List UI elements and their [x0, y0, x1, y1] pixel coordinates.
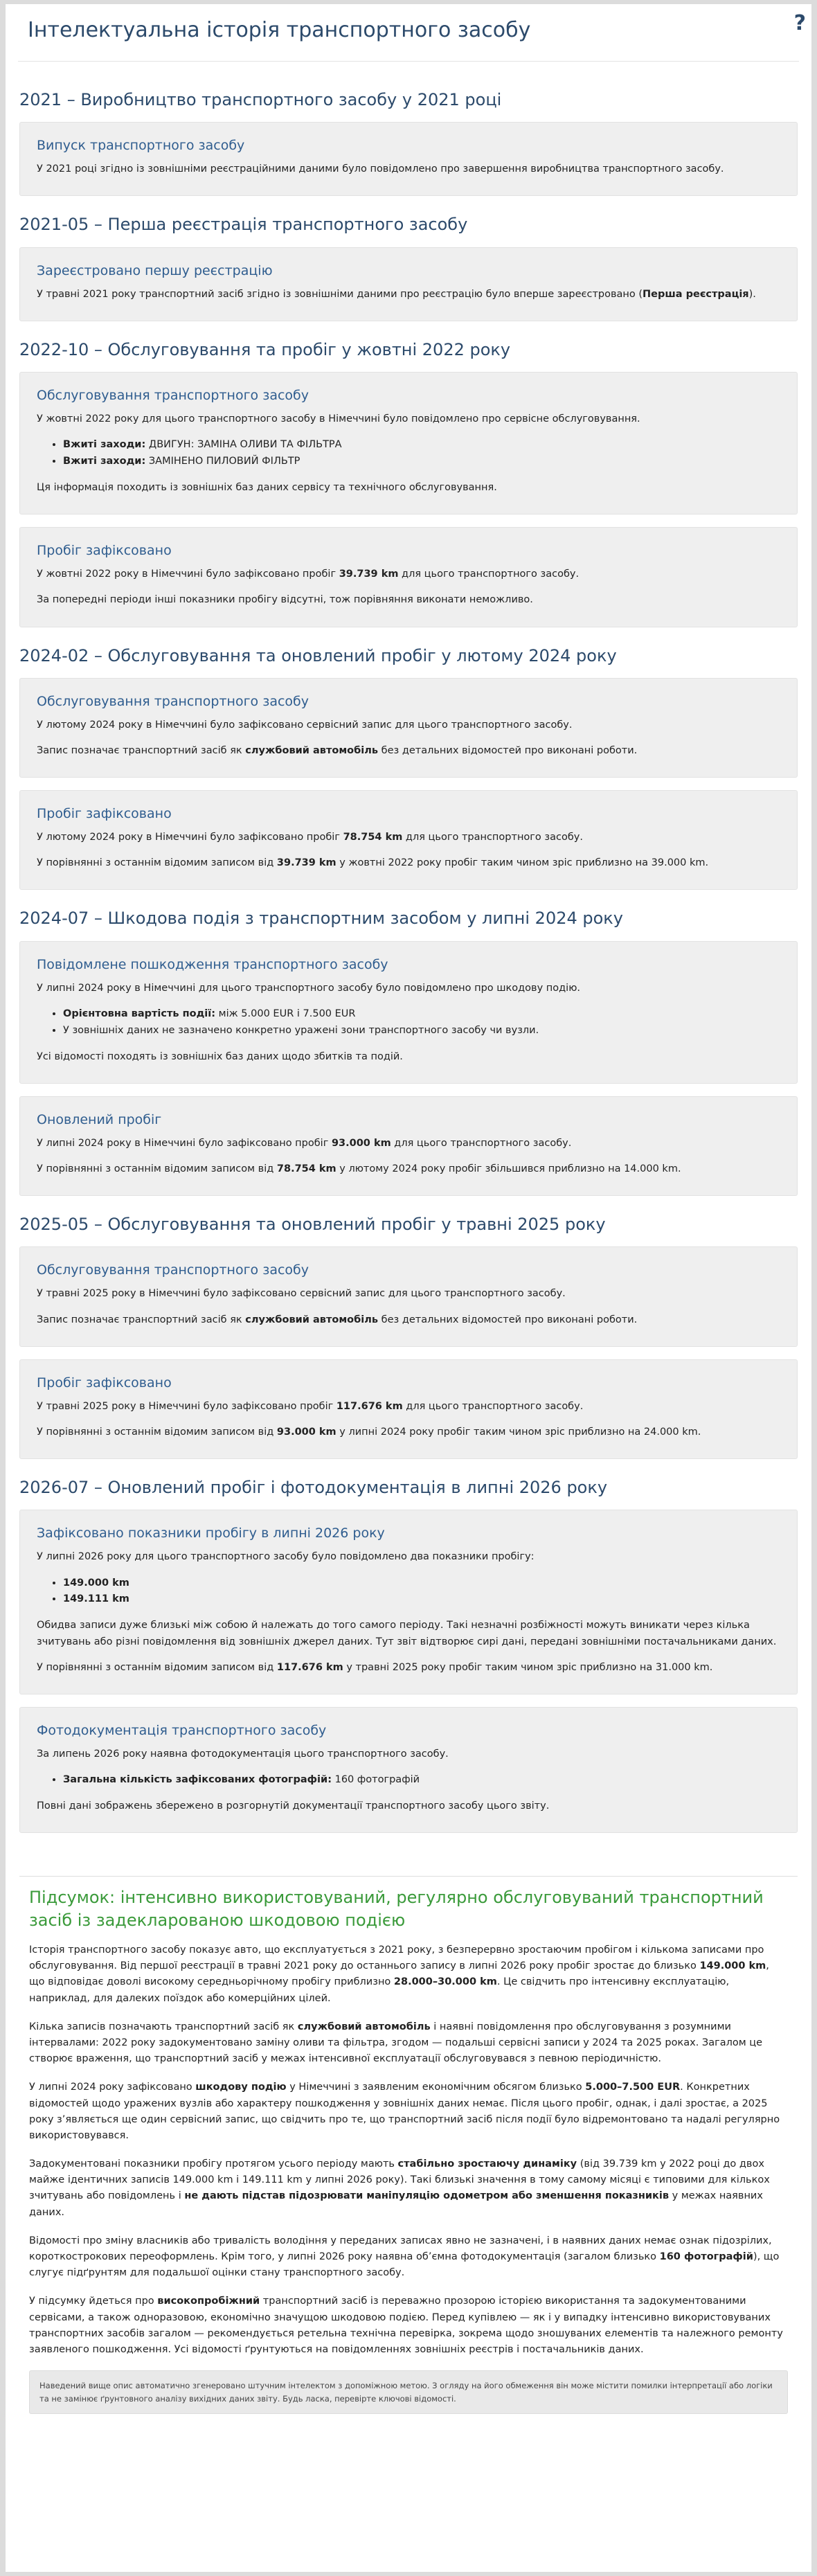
bold-text: 160 фотографій: [659, 2251, 753, 2263]
bold-text: 78.754 km: [276, 1163, 336, 1175]
text-span: У лютому 2024 року в Німеччині було зафіксовано пробіг: [37, 832, 343, 843]
card-paragraph: [37, 1746, 780, 1762]
text-span: За липень 2026 року наявна фотодокументація цього транспортного засобу.: [37, 1748, 449, 1760]
text-span: У 2021 році згідно із зовнішніми реєстраційними даними було повідомлено про завершення виробництва транспортного засобу.: [37, 163, 724, 175]
text-span: (від 39.739 km у 2022 році до двох майже ідентичних записів 149.000 km і 149.111 km у липні 2026 року). Такі близькі значення в тому самому місяці є типовими для кількох зчитувань або повідомлень і: [29, 2158, 770, 2202]
card-paragraph: [37, 1549, 780, 1565]
text-span: У лютому 2024 року в Німеччині було зафіксовано сервісний запис для цього транспортного засобу.: [37, 719, 573, 731]
card-paragraph: [37, 480, 780, 496]
text-span: У зовнішніх даних не зазначено конкретно уражені зони транспортного засобу чи вузли.: [63, 1024, 539, 1036]
card-title: Повідомлене пошкодження транспортного засобу: [37, 956, 388, 972]
text-span: У липні 2024 року зафіксовано: [29, 2082, 196, 2093]
text-span: Задокументовані показники пробігу протягом усього періоду мають: [29, 2158, 398, 2170]
card-paragraph: [37, 161, 780, 177]
card-paragraph: [37, 411, 780, 427]
detail-list: [37, 1006, 780, 1039]
event-card: [19, 1096, 798, 1196]
section-title: 2024-02 – Обслуговування та оновлений пробіг у лютому 2024 року: [19, 645, 617, 665]
text-span: Кілька записів позначають транспортний засіб як: [29, 2021, 298, 2032]
event-card: [19, 1510, 798, 1694]
section-title: 2025-05 – Обслуговування та оновлений пробіг у травні 2025 року: [19, 1215, 606, 1235]
bold-text: 28.000–30.000 km: [393, 1976, 497, 1988]
text-span: для цього транспортного засобу.: [402, 832, 583, 843]
card-title: Обслуговування транспортного засобу: [37, 387, 309, 403]
text-span: у лютому 2024 року пробіг збільшився приблизно на 14.000 km.: [336, 1163, 681, 1175]
bold-text: службовий автомобіль: [297, 2021, 431, 2032]
card-paragraph: [37, 1798, 780, 1814]
list-item: [63, 454, 780, 470]
bold-text: 39.739 km: [276, 857, 336, 869]
text-span: У травні 2021 року транспортний засіб згідно із зовнішніми даними про реєстрацію було вперше зареєстровано (: [37, 288, 643, 300]
event-card: [19, 1359, 798, 1459]
list-item: [63, 1772, 780, 1789]
card-title: Зафіксовано показники пробігу в липні 2026 року: [37, 1526, 385, 1541]
summary-paragraph: [29, 2233, 788, 2282]
help-icon[interactable]: ?: [793, 11, 806, 35]
text-span: Запис позначає транспортний засіб як: [37, 744, 246, 756]
section-title: 2021-05 – Перша реєстрація транспортного засобу: [19, 215, 468, 235]
list-item: [63, 437, 780, 454]
card-title: Зареєстровано першу реєстрацію: [37, 262, 273, 278]
text-span: У жовтні 2022 року в Німеччині було зафіксовано пробіг: [37, 569, 339, 580]
event-card: [19, 527, 798, 627]
section-title: 2021 – Виробництво транспортного засобу у 2021 році: [19, 90, 502, 109]
bold-text: стабільно зростаючу динаміку: [397, 2158, 577, 2170]
summary-paragraph: [29, 2019, 788, 2068]
text-span: ), що слугує підґрунтям для подальшої оцінки стану транспортного засобу.: [29, 2251, 780, 2279]
bold-text: 78.754 km: [343, 832, 403, 843]
bold-text: 117.676 km: [336, 1400, 403, 1412]
text-span: Відомості про зміну власників або тривалість володіння у переданих записах явно не зазначені, і в наявних даних немає ознак підозрілих, короткострокових переоформлень. Крім того, у липні 2026 року наявна об’ємна фотодокументація (загалом близько: [29, 2235, 772, 2263]
bold-text: 149.111 km: [63, 1593, 129, 1605]
card-paragraph: [37, 981, 780, 996]
list-item: [63, 1591, 780, 1608]
summary-paragraph: [29, 2156, 788, 2221]
section-title: 2024-07 – Шкодова подія з транспортним засобом у липні 2024 року: [19, 909, 623, 929]
text-span: У порівнянні з останнім відомим записом від: [37, 1163, 277, 1175]
text-span: Запис позначає транспортний засіб як: [37, 1314, 246, 1325]
card-paragraph: [37, 743, 780, 759]
text-span: У порівнянні з останнім відомим записом від: [37, 1661, 277, 1673]
event-card: [19, 1707, 798, 1833]
bold-text: 117.676 km: [276, 1661, 343, 1673]
summary-title: Підсумок: інтенсивно використовуваний, регулярно обслуговуваний транспортний засіб із задекларованою шкодовою подією: [29, 1888, 764, 1930]
card-paragraph: [37, 1660, 780, 1676]
text-span: без детальних відомостей про виконані роботи.: [378, 1314, 638, 1325]
bold-text: Загальна кількість зафіксованих фотографій:: [63, 1774, 332, 1786]
card-title: Пробіг зафіксовано: [37, 806, 172, 822]
report-header: [18, 4, 806, 62]
card-paragraph: [37, 855, 780, 871]
card-title: Пробіг зафіксовано: [37, 543, 172, 559]
text-span: 160 фотографій: [332, 1774, 420, 1786]
text-span: Ця інформація походить із зовнішніх баз даних сервісу та технічного обслуговування.: [37, 481, 497, 493]
bold-text: 5.000–7.500 EUR: [585, 2082, 681, 2093]
text-span: ЗАМІНЕНО ПИЛОВИЙ ФІЛЬТР: [145, 456, 300, 467]
text-span: Обидва записи дуже близькі між собою й належать до того самого періоду. Такі незначні розбіжності можуть виникати через кілька зчитувань або різні повідомлення від зовнішніх джерел даних. Тут звіт відтворює сирі дані, передані зовнішніми постачальниками даних.: [37, 1620, 777, 1647]
card-paragraph: [37, 1286, 780, 1302]
detail-list: [37, 1575, 780, 1609]
event-card: [19, 941, 798, 1084]
event-card: [19, 1246, 798, 1346]
bold-text: 93.000 km: [331, 1137, 391, 1149]
bold-text: Перша реєстрація: [643, 288, 749, 300]
text-span: для цього транспортного засобу.: [398, 569, 580, 580]
text-span: , що відповідає доволі високому середньорічному пробігу приблизно: [29, 1960, 769, 1988]
card-paragraph: [37, 1424, 780, 1440]
event-card: [19, 372, 798, 515]
text-span: Повні дані зображень збережено в розгорнутій документації транспортного засобу цього звіту.: [37, 1800, 550, 1812]
text-span: . Конкретних відомостей щодо уражених вузлів або характеру пошкодження у зовнішніх даних немає. Після цього пробіг, однак, і далі зростає, а 2025 року з’являється ще один сервісний запис, що свідчить про те, що транспортний засіб після події було відремонтовано та надалі регулярно використовувався.: [29, 2082, 780, 2141]
text-span: У травні 2025 року в Німеччині було зафіксовано пробіг: [37, 1400, 336, 1412]
event-card: [19, 247, 798, 321]
text-span: без детальних відомостей про виконані роботи.: [378, 744, 638, 756]
card-paragraph: [37, 592, 780, 608]
bold-text: 149.000 km: [63, 1577, 129, 1589]
text-span: для цього транспортного засобу.: [402, 1400, 584, 1412]
card-paragraph: [37, 830, 780, 846]
bold-text: службовий автомобіль: [245, 744, 379, 756]
page-title: Інтелектуальна історія транспортного засобу: [28, 18, 531, 42]
card-paragraph: [37, 1136, 780, 1152]
detail-list: [37, 437, 780, 470]
bold-text: 39.739 km: [339, 569, 399, 580]
card-paragraph: [37, 287, 780, 303]
card-title: Пробіг зафіксовано: [37, 1375, 172, 1390]
bold-text: 149.000 km: [699, 1960, 766, 1972]
card-paragraph: [37, 1161, 780, 1177]
card-title: Оновлений пробіг: [37, 1111, 162, 1127]
text-span: ).: [748, 288, 756, 300]
text-span: У порівнянні з останнім відомим записом від: [37, 1426, 277, 1438]
card-paragraph: [37, 1049, 780, 1065]
bold-text: високопробіжний: [157, 2296, 260, 2307]
summary-paragraph: [29, 1942, 788, 2007]
text-span: у липні 2024 року пробіг таким чином зріс приблизно на 24.000 km.: [336, 1426, 701, 1438]
text-span: між 5.000 EUR і 7.500 EUR: [215, 1008, 356, 1019]
text-span: транспортний засіб із переважно прозорою історією використання та задокументованими сервісами, а також одноразовою, економічно значущою шкодовою подією. Перед купівлею — як і у випадку інтенсивно використовуваних транспортних засобів загалом — рекомендується ретельна технічна перевірка, зокрема щодо зношуваних елементів та належного ремонту заявленого пошкодження. Усі відомості ґрунтуються на повідомленнях зовнішніх реєстрів і постачальників даних.: [29, 2296, 783, 2355]
bold-text: 93.000 km: [276, 1426, 336, 1438]
summary-paragraph: [29, 2293, 788, 2358]
text-span: У липні 2024 року в Німеччині було зафіксовано пробіг: [37, 1137, 332, 1149]
card-paragraph: [37, 717, 780, 733]
card-paragraph: [37, 1399, 780, 1415]
text-span: У липні 2024 року в Німеччині для цього транспортного засобу було повідомлено про шкодову подію.: [37, 982, 581, 994]
text-span: у травні 2025 року пробіг таким чином зріс приблизно на 31.000 km.: [343, 1661, 713, 1673]
text-span: Усі відомості походять із зовнішніх баз даних щодо збитків та подій.: [37, 1050, 403, 1062]
text-span: За попередні періоди інші показники пробігу відсутні, тож порівняння виконати неможливо.: [37, 594, 533, 606]
card-title: Фотодокументація транспортного засобу: [37, 1722, 327, 1738]
summary-body: [29, 1942, 788, 2358]
bold-text: шкодову подію: [195, 2082, 287, 2093]
list-item: [63, 1575, 780, 1592]
text-span: У порівнянні з останнім відомим записом від: [37, 857, 277, 869]
event-card: [19, 790, 798, 890]
text-span: . Це свідчить про інтенсивну експлуатацію, наприклад, для далеких поїздок або комерційних цілей.: [29, 1976, 730, 2004]
bold-text: Вжиті заходи:: [63, 456, 146, 467]
bold-text: Вжиті заходи:: [63, 439, 146, 451]
list-item: [63, 1006, 780, 1023]
text-span: У підсумку йдеться про: [29, 2296, 158, 2307]
bold-text: не дають підстав підозрювати маніпуляцію одометром або зменшення показників: [184, 2190, 670, 2202]
section-title: 2026-07 – Оновлений пробіг і фотодокументація в липні 2026 року: [19, 1478, 608, 1498]
text-span: У жовтні 2022 року для цього транспортного засобу в Німеччині було повідомлено про сервісне обслуговування.: [37, 413, 640, 424]
text-span: у межах наявних даних.: [29, 2190, 763, 2218]
report-page: [6, 4, 811, 2572]
list-item: [63, 1023, 780, 1039]
text-span: У травні 2025 року в Німеччині було зафіксовано сервісний запис для цього транспортного засобу.: [37, 1288, 566, 1300]
ai-disclaimer: Наведений вище опис автоматично згенеровано штучним інтелектом з допоміжною метою. З огляду на його обмеження він може містити помилки інтерпретації або логіки та не замінює ґрунтовного аналізу вихідних даних звіту. Будь ласка, перевірте ключові відомості.: [29, 2370, 788, 2414]
text-span: у Німеччині з заявленим економічним обсягом близько: [286, 2082, 586, 2093]
text-span: у жовтні 2022 року пробіг таким чином зріс приблизно на 39.000 km.: [336, 857, 709, 869]
text-span: ДВИГУН: ЗАМІНА ОЛИВИ ТА ФІЛЬТРА: [145, 439, 342, 451]
card-paragraph: [37, 566, 780, 582]
text-span: У липні 2026 року для цього транспортного засобу було повідомлено два показники пробігу:: [37, 1551, 535, 1563]
summary: [19, 1876, 798, 2414]
summary-paragraph: [29, 2079, 788, 2144]
event-card: [19, 122, 798, 196]
timeline: [6, 62, 811, 1833]
bold-text: службовий автомобіль: [245, 1314, 379, 1325]
event-card: [19, 678, 798, 778]
card-paragraph: [37, 1618, 780, 1649]
card-paragraph: [37, 1312, 780, 1328]
detail-list: [37, 1772, 780, 1789]
card-title: Обслуговування транспортного засобу: [37, 693, 309, 709]
text-span: Історія транспортного засобу показує авто, що експлуатується з 2021 року, з безперервно зростаючим пробігом і кількома записами про обслуговування. Від першої реєстрації в травні 2021 року до останнього запису в липні 2026 року пробіг зростає до близько: [29, 1944, 764, 1972]
card-title: Обслуговування транспортного засобу: [37, 1262, 309, 1278]
text-span: і наявні повідомлення про обслуговування з розумними інтервалами: 2022 року задокументовано заміну оливи та фільтра, згодом — подальші сервісні записи у 2024 та 2025 роках. Загалом це створює враження, що транспортний засіб у межах інтенсивної експлуатації обслуговувався з певною періодичністю.: [29, 2021, 763, 2065]
bold-text: Орієнтовна вартість події:: [63, 1008, 216, 1019]
text-span: для цього транспортного засобу.: [390, 1137, 572, 1149]
section-title: 2022-10 – Обслуговування та пробіг у жовтні 2022 року: [19, 339, 511, 359]
card-title: Випуск транспортного засобу: [37, 138, 245, 154]
